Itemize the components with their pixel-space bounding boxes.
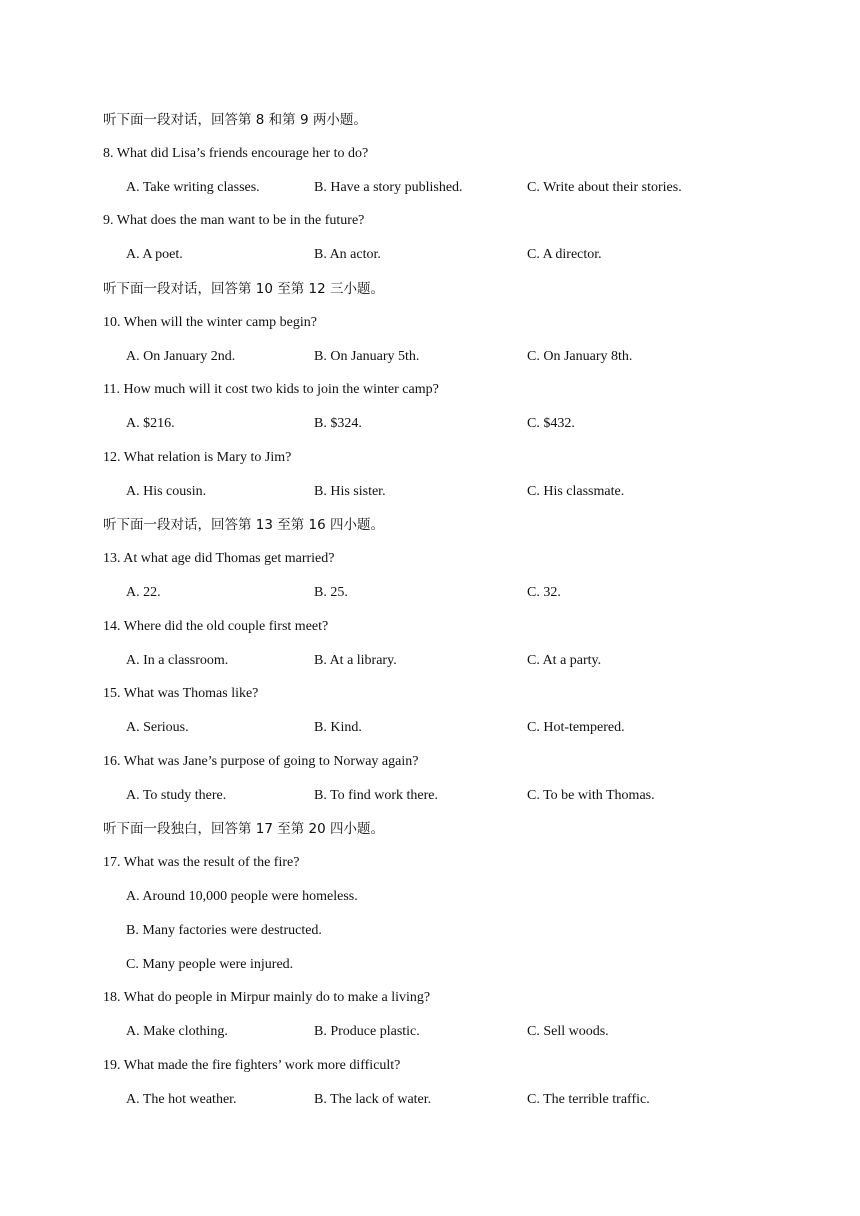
instruction-line xyxy=(0,818,860,840)
option-line xyxy=(0,920,860,942)
option-b: B. Kind. xyxy=(314,720,362,735)
options-row xyxy=(0,1089,860,1111)
question-text: 10. When will the winter camp begin? xyxy=(103,315,317,330)
option-c: C. Many people were injured. xyxy=(126,957,294,972)
option-c: C. Write about their stories. xyxy=(527,180,682,195)
instruction-line xyxy=(0,278,860,300)
option-a: A. On January 2nd. xyxy=(126,349,236,364)
question-text: 12. What relation is Mary to Jim? xyxy=(103,450,292,465)
option-a: A. Take writing classes. xyxy=(126,180,260,195)
question-line xyxy=(0,852,860,874)
option-c: C. $432. xyxy=(527,416,575,431)
options-row xyxy=(0,785,860,807)
option-b: B. Many factories were destructed. xyxy=(126,923,322,938)
option-c: C. His classmate. xyxy=(527,484,625,499)
question-line xyxy=(0,548,860,570)
question-text: 11. How much will it cost two kids to join the winter camp? xyxy=(103,382,439,397)
instruction-line xyxy=(0,514,860,536)
question-line xyxy=(0,683,860,705)
options-row xyxy=(0,717,860,739)
options-row xyxy=(0,177,860,199)
option-line xyxy=(0,954,860,976)
option-b: B. To find work there. xyxy=(314,788,438,803)
section-instruction: 听下面一段对话，回答第 10 至第 12 三小题。 xyxy=(103,281,385,297)
question-line xyxy=(0,751,860,773)
option-a: A. Serious. xyxy=(126,720,189,735)
option-a: A. 22. xyxy=(126,585,161,600)
option-c: C. To be with Thomas. xyxy=(527,788,655,803)
option-c: C. 32. xyxy=(527,585,561,600)
question-text: 9. What does the man want to be in the future? xyxy=(103,213,365,228)
option-c: C. On January 8th. xyxy=(527,349,633,364)
options-row xyxy=(0,1021,860,1043)
option-a: A. A poet. xyxy=(126,247,183,262)
option-line xyxy=(0,886,860,908)
option-b: B. On January 5th. xyxy=(314,349,420,364)
option-c: C. The terrible traffic. xyxy=(527,1092,650,1107)
question-line xyxy=(0,616,860,638)
question-text: 17. What was the result of the fire? xyxy=(103,855,300,870)
section-instruction: 听下面一段独白，回答第 17 至第 20 四小题。 xyxy=(103,821,385,837)
question-line xyxy=(0,379,860,401)
option-b: B. Produce plastic. xyxy=(314,1024,420,1039)
option-a: A. Make clothing. xyxy=(126,1024,228,1039)
option-b: B. An actor. xyxy=(314,247,381,262)
option-a: A. His cousin. xyxy=(126,484,207,499)
option-b: B. Have a story published. xyxy=(314,180,463,195)
option-a: A. Around 10,000 people were homeless. xyxy=(126,889,358,904)
question-text: 14. Where did the old couple first meet? xyxy=(103,619,329,634)
question-text: 19. What made the fire fighters’ work more difficult? xyxy=(103,1058,401,1073)
option-a: A. The hot weather. xyxy=(126,1092,237,1107)
option-b: B. At a library. xyxy=(314,653,397,668)
question-line xyxy=(0,447,860,469)
option-c: C. A director. xyxy=(527,247,602,262)
option-b: B. His sister. xyxy=(314,484,386,499)
question-text: 15. What was Thomas like? xyxy=(103,686,259,701)
options-row xyxy=(0,582,860,604)
question-line xyxy=(0,143,860,165)
options-row xyxy=(0,481,860,503)
options-row xyxy=(0,413,860,435)
section-instruction: 听下面一段对话，回答第 13 至第 16 四小题。 xyxy=(103,517,385,533)
option-c: C. At a party. xyxy=(527,653,602,668)
option-b: B. $324. xyxy=(314,416,362,431)
options-row xyxy=(0,346,860,368)
option-c: C. Sell woods. xyxy=(527,1024,609,1039)
options-row xyxy=(0,244,860,266)
question-line xyxy=(0,1055,860,1077)
options-row xyxy=(0,650,860,672)
option-b: B. The lack of water. xyxy=(314,1092,432,1107)
question-line xyxy=(0,987,860,1009)
instruction-line xyxy=(0,109,860,131)
question-line xyxy=(0,210,860,232)
section-instruction: 听下面一段对话，回答第 8 和第 9 两小题。 xyxy=(103,112,367,128)
question-text: 13. At what age did Thomas get married? xyxy=(103,551,335,566)
option-c: C. Hot-tempered. xyxy=(527,720,625,735)
option-b: B. 25. xyxy=(314,585,348,600)
question-text: 18. What do people in Mirpur mainly do to make a living? xyxy=(103,990,431,1005)
question-line xyxy=(0,312,860,334)
option-a: A. To study there. xyxy=(126,788,227,803)
option-a: A. In a classroom. xyxy=(126,653,229,668)
question-text: 8. What did Lisa’s friends encourage her to do? xyxy=(103,146,369,161)
question-text: 16. What was Jane’s purpose of going to Norway again? xyxy=(103,754,419,769)
option-a: A. $216. xyxy=(126,416,175,431)
